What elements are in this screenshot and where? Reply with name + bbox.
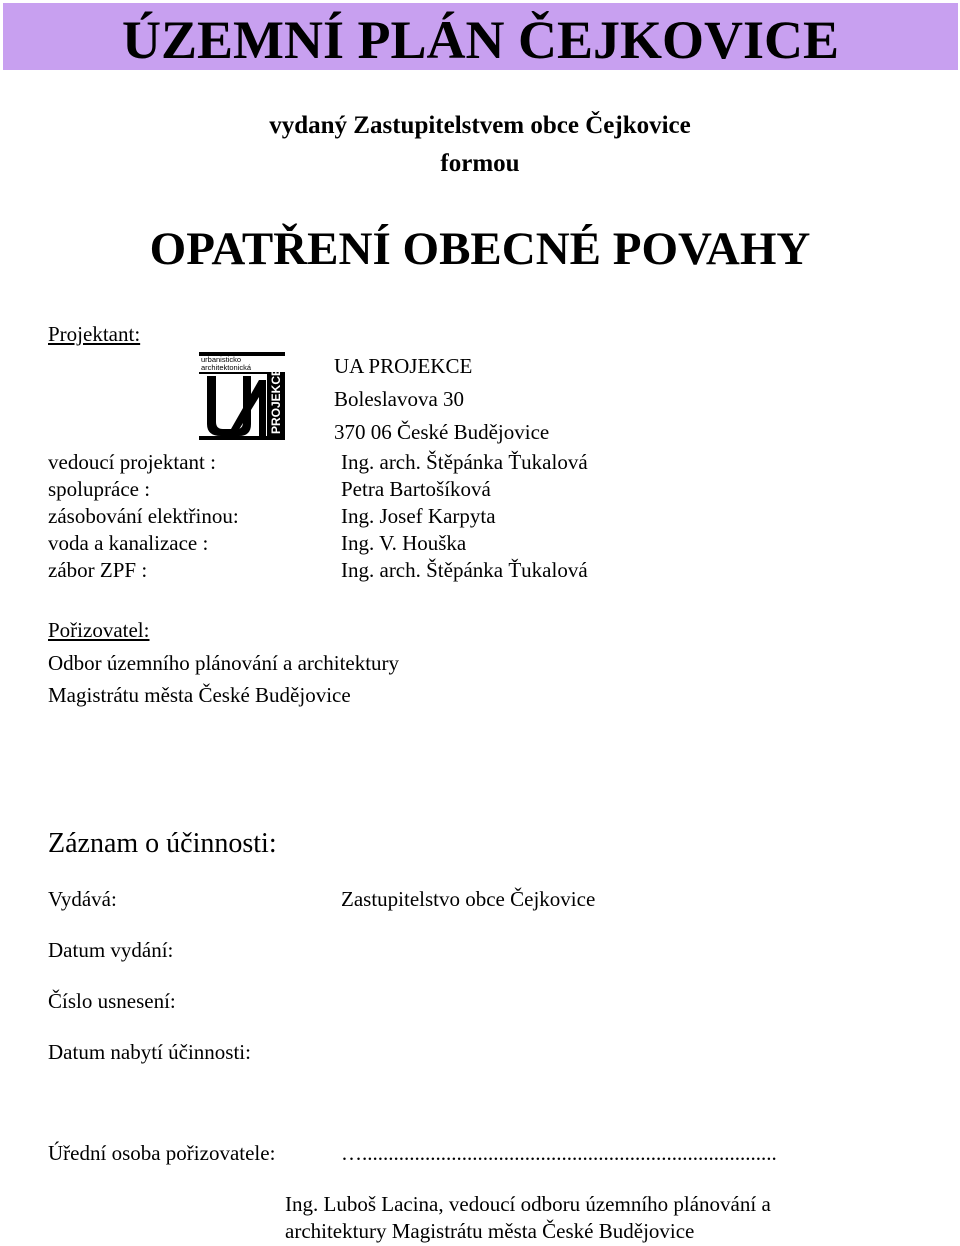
role-name: Ing. V. Houška [341,531,467,555]
logo-top-text-1: urbanisticko [201,355,242,364]
role-name: Ing. arch. Štěpánka Ťukalová [341,558,588,582]
porizovatel-label: Pořizovatel: [48,618,150,642]
zaznam-heading: Záznam o účinnosti: [48,828,277,859]
role-label: voda a kanalizace : [48,531,209,555]
company-city: 370 06 České Budějovice [334,420,550,444]
main-heading: OPATŘENÍ OBECNÉ POVAHY [149,223,811,275]
ua-projekce-logo [199,352,285,440]
uredni-osoba-label: Úřední osoba pořizovatele: [48,1141,276,1165]
datum-nabyti-label: Datum nabytí účinnosti: [48,1040,251,1064]
role-name: Ing. Josef Karpyta [341,504,496,528]
cislo-usneseni-label: Číslo usnesení: [48,989,176,1013]
porizovatel-line-1: Odbor územního plánování a architektury [48,651,400,675]
datum-vydani-label: Datum vydání: [48,938,174,962]
role-name: Ing. arch. Štěpánka Ťukalová [341,450,588,474]
official-line-1: Ing. Luboš Lacina, vedoucí odboru územního plánování a [285,1192,771,1216]
document-title: ÚZEMNÍ PLÁN ČEJKOVICE [121,10,840,70]
company-street: Boleslavova 30 [334,387,465,411]
logo-top-text-2: architektonická [201,363,252,372]
role-label: zásobování elektřinou: [48,504,239,528]
role-label: vedoucí projektant : [48,450,216,474]
role-label: spolupráce : [48,477,151,501]
subtitle-line-2: formou [440,150,520,177]
vydava-label: Vydává: [48,887,117,911]
vydava-value: Zastupitelstvo obce Čejkovice [341,887,596,911]
subtitle-line-1: vydaný Zastupitelstvem obce Čejkovice [269,112,691,139]
role-name: Petra Bartošíková [341,477,491,501]
company-name: UA PROJEKCE [334,354,473,378]
role-label: zábor ZPF : [48,558,148,582]
official-line-2: architektury Magistrátu města České Budějovice [285,1219,695,1243]
signature-line: …............................................................................... [341,1141,777,1165]
porizovatel-line-2: Magistrátu města České Budějovice [48,683,351,707]
logo-side-text: PROJEKCE [269,367,283,434]
title-banner [3,3,958,70]
projektant-label: Projektant: [48,322,141,346]
